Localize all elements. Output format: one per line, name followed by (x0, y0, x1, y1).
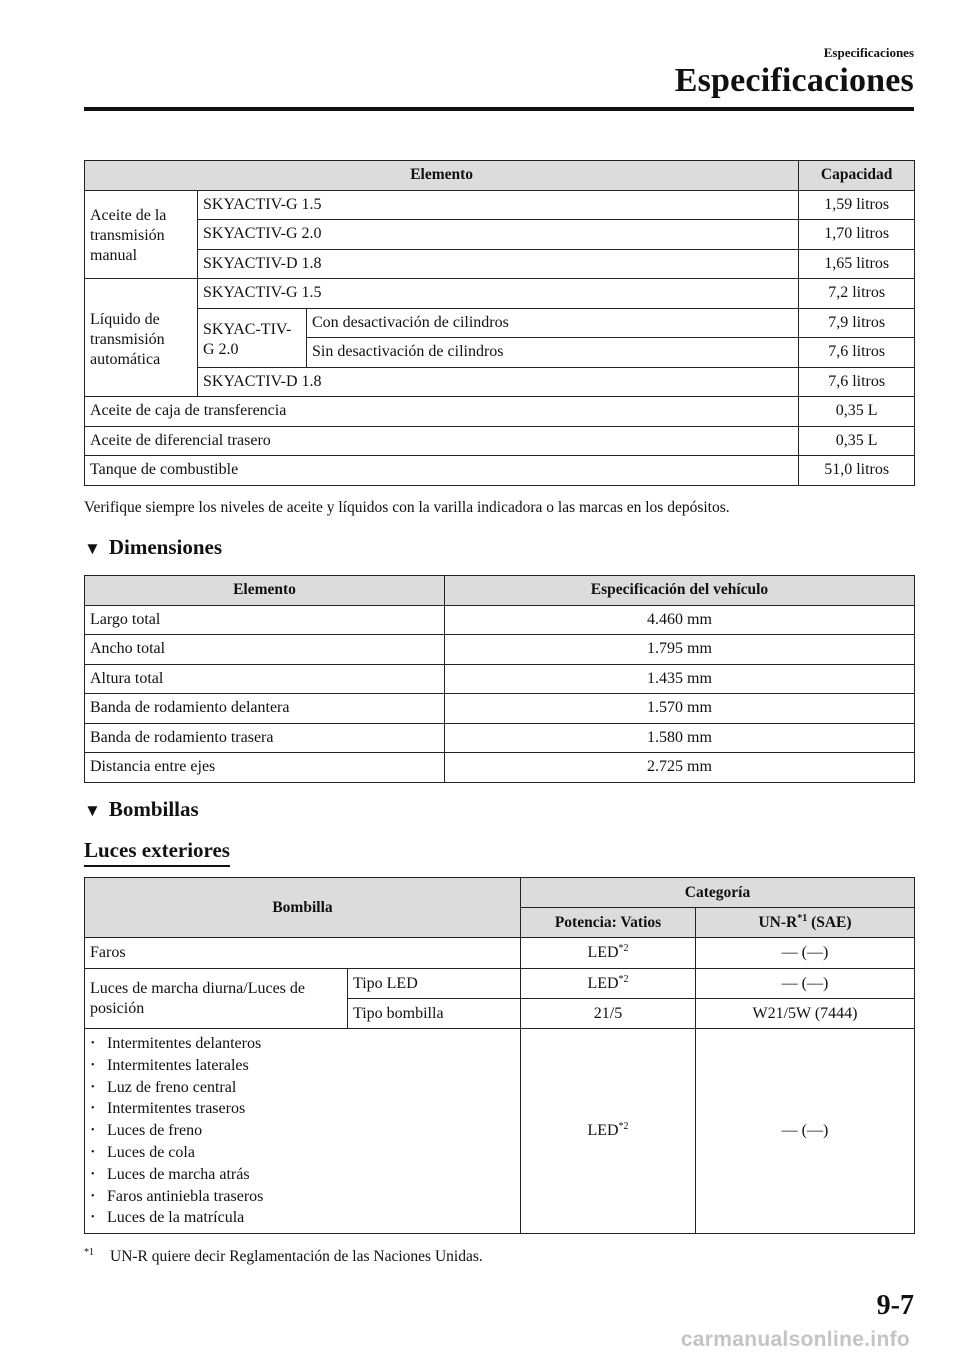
engine-cell: SKYACTIV-D 1.8 (198, 367, 799, 397)
list-item: • Luces de la matrícula (91, 1207, 520, 1229)
engine-cell: SKYACTIV-G 2.0 (198, 220, 799, 250)
triangle-down-icon: ▼ (84, 801, 101, 820)
bulb-type: Tipo LED (348, 969, 521, 999)
header-elemento: Elemento (85, 576, 445, 606)
list-item: • Intermitentes delanteros (91, 1033, 520, 1055)
list-item: • Luces de cola (91, 1142, 520, 1164)
dimension-label: Altura total (85, 664, 445, 694)
unr-value: W21/5W (7444) (696, 999, 915, 1029)
capacity-value: 1,59 litros (799, 190, 915, 220)
capacity-value: 0,35 L (799, 426, 915, 456)
watermark: carmanualsonline.info (680, 1328, 910, 1351)
footnote-text: UN-R quiere decir Reglamentación de las Naciones Unidas. (110, 1248, 483, 1265)
engine-cell: SKYACTIV-G 1.5 (198, 279, 799, 309)
dimensions-table (84, 575, 915, 783)
other-label: Aceite de diferencial trasero (85, 426, 799, 456)
capacity-value: 1,70 litros (799, 220, 915, 250)
dimension-value: 2.725 mm (445, 753, 915, 783)
power-value: LED$^{*2}$ (521, 969, 696, 999)
list-item: • Luces de marcha atrás (91, 1164, 520, 1186)
dimension-value: 4.460 mm (445, 605, 915, 635)
dimension-value: 1.435 mm (445, 664, 915, 694)
header-potencia: Potencia: Vatios (521, 908, 696, 938)
dimension-label: Banda de rodamiento delantera (85, 694, 445, 724)
capacities-table (84, 160, 915, 486)
bulb-label: Faros (85, 938, 521, 969)
power-value: 21/5 (521, 999, 696, 1029)
footnote (84, 1248, 483, 1266)
header-rule (84, 107, 914, 111)
capacity-value: 51,0 litros (799, 456, 915, 486)
bulbs-table (84, 877, 915, 1234)
bulb-group-list-cell (85, 1029, 521, 1234)
bulb-label: Luces de marcha diurna/Luces de posición (85, 969, 348, 1029)
list-item: • Intermitentes laterales (91, 1055, 520, 1077)
variant-cell: Sin desactivación de cilindros (307, 338, 799, 368)
section-header-title: Especificaciones (674, 62, 914, 99)
other-label: Aceite de caja de transferencia (85, 397, 799, 427)
list-item: • Faros antiniebla traseros (91, 1186, 520, 1208)
page-number: 9-7 (876, 1290, 914, 1321)
bulbs-heading (84, 797, 199, 822)
unr-value: — (—) (696, 969, 915, 999)
variant-cell: Con desactivación de cilindros (307, 308, 799, 338)
bulb-type: Tipo bombilla (348, 999, 521, 1029)
header-categoria: Categoría (521, 878, 915, 908)
engine-cell: SKYACTIV-D 1.8 (198, 249, 799, 279)
dimension-label: Banda de rodamiento trasera (85, 723, 445, 753)
section-header-small: Especificaciones (823, 45, 914, 60)
unr-value: — (—) (696, 1029, 915, 1234)
capacity-value: 7,2 litros (799, 279, 915, 309)
dimension-value: 1.795 mm (445, 635, 915, 665)
list-item: • Luces de freno (91, 1120, 520, 1142)
header-bombilla: Bombilla (85, 878, 521, 938)
capacity-value: 7,6 litros (799, 367, 915, 397)
header-capacidad: Capacidad (799, 161, 915, 191)
manual-label: Aceite de la transmisión manual (85, 190, 198, 279)
capacity-value: 7,6 litros (799, 338, 915, 368)
header-elemento: Elemento (85, 161, 799, 191)
other-label: Tanque de combustible (85, 456, 799, 486)
list-item: • Intermitentes traseros (91, 1098, 520, 1120)
capacity-value: 0,35 L (799, 397, 915, 427)
dimension-value: 1.570 mm (445, 694, 915, 724)
dimension-label: Ancho total (85, 635, 445, 665)
engine-cell: SKYACTIV-G 1.5 (198, 190, 799, 220)
exterior-lights-subtitle: Luces exteriores (84, 838, 230, 867)
footnote-mark: *1 (84, 1247, 94, 1258)
list-item: • Luz de freno central (91, 1077, 520, 1099)
capacity-value: 7,9 litros (799, 308, 915, 338)
bulbs-title: Bombillas (108, 797, 199, 821)
dimensions-heading (84, 535, 222, 560)
dimension-label: Distancia entre ejes (85, 753, 445, 783)
dimension-label: Largo total (85, 605, 445, 635)
power-value: LED$^{*2}$ (521, 938, 696, 969)
header-unr: $UN-R^{*1}$ (SAE) (696, 908, 915, 938)
automatic-label: Líquido de transmisión automática (85, 279, 198, 397)
header-especificacion: Especificación del vehículo (445, 576, 915, 606)
triangle-down-icon: ▼ (84, 539, 101, 558)
capacities-note: Verifique siempre los niveles de aceite y líquidos con la varilla indicadora o las marcas en los depósitos. (84, 499, 730, 516)
engine-cell: SKYAC-TIV-G 2.0 (198, 308, 307, 367)
unr-value: — (—) (696, 938, 915, 969)
capacity-value: 1,65 litros (799, 249, 915, 279)
dimensions-title: Dimensiones (108, 535, 223, 559)
power-value: LED$^{*2}$ (521, 1029, 696, 1234)
dimension-value: 1.580 mm (445, 723, 915, 753)
bulb-group-list (85, 1029, 520, 1233)
